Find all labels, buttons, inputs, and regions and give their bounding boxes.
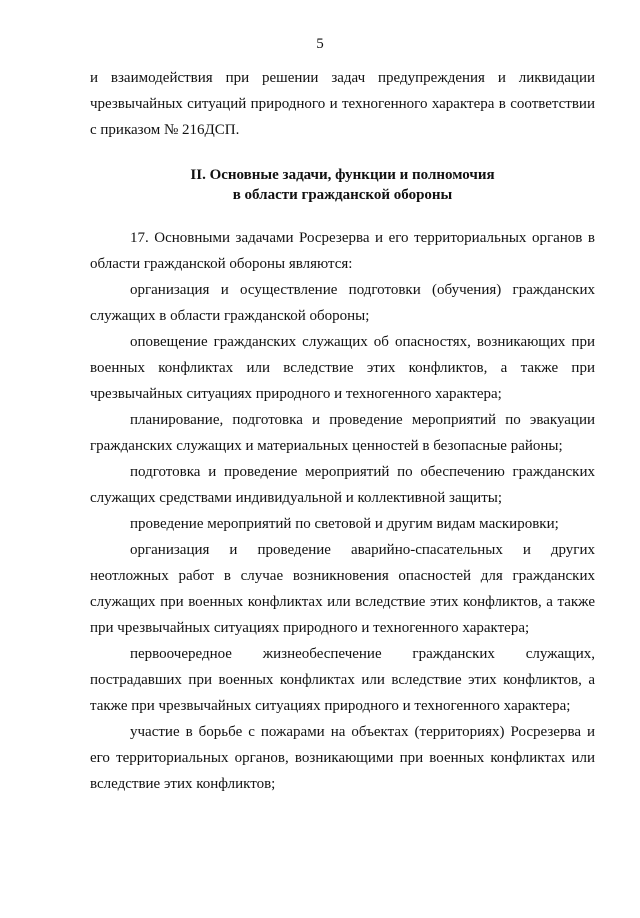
page-number: 5 — [316, 36, 324, 52]
list-item: первоочередное жизнеобеспечение гражданских служащих, пострадавших при военных конфликтах или вследствие этих конфликтов, а также при чрезвычайных ситуациях природного и техногенного характера; — [90, 646, 595, 714]
document-body — [90, 65, 595, 797]
section-title-line2: в области гражданской обороны — [232, 187, 453, 203]
list-item: проведение мероприятий по световой и другим видам маскировки; — [130, 516, 559, 532]
list-item: оповещение гражданских служащих об опасностях, возникающих при военных конфликтах или вследствие этих конфликтов, а также при чрезвычайных ситуациях природного и техногенного характера; — [90, 334, 595, 402]
list-item: организация и проведение аварийно-спасательных и других неотложных работ в случае возникновения опасностей для гражданских служащих при военных конфликтах или вследствие этих конфликтов, а также при чрезвычайных ситуациях природного и техногенного характера; — [90, 542, 595, 636]
list-item: планирование, подготовка и проведение мероприятий по эвакуации гражданских служащих и материальных ценностей в безопасные районы; — [90, 412, 595, 454]
intro-paragraph: и взаимодействия при решении задач предупреждения и ликвидации чрезвычайных ситуаций природного и техногенного характера в соответствии с приказом № 216ДСП. — [90, 70, 595, 138]
section-title-line1: II. Основные задачи, функции и полномочия — [190, 167, 495, 183]
paragraph-17: 17. Основными задачами Росрезерва и его территориальных органов в области гражданской обороны являются: — [90, 230, 595, 272]
list-item: организация и осуществление подготовки (обучения) гражданских служащих в области гражданской обороны; — [90, 282, 595, 324]
list-item: участие в борьбе с пожарами на объектах (территориях) Росрезерва и его территориальных органов, возникающими при военных конфликтах или вследствие этих конфликтов; — [90, 724, 595, 792]
section-heading — [90, 165, 595, 205]
list-item: подготовка и проведение мероприятий по обеспечению гражданских служащих средствами индивидуальной и коллективной защиты; — [90, 464, 595, 506]
